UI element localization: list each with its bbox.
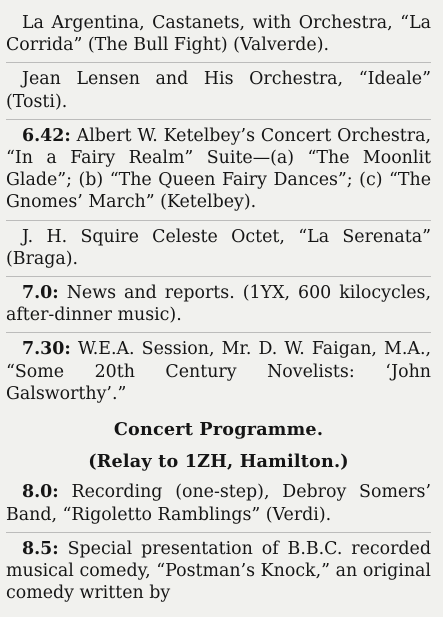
entry-text: Recording (one-step), Debroy Somers’ Band, “Rigoletto Ramblings” (Verdi). xyxy=(6,482,431,525)
entry-text: La Argentina, Castanets, with Orchestra, “La Corrida” (The Bull Fight) (Valverde). xyxy=(6,13,431,56)
programme-entry xyxy=(6,68,431,112)
entry-time: 6.42: xyxy=(22,125,71,146)
section-heading: Concert Programme. xyxy=(113,419,324,441)
entry-text: J. H. Squire Celeste Octet, “La Serenata” (Braga). xyxy=(6,226,431,269)
programme-entry xyxy=(6,12,431,56)
divider xyxy=(6,62,431,63)
entry-text: Jean Lensen and His Orchestra, “Ideale” (Tosti). xyxy=(6,69,431,112)
programme-entry xyxy=(6,538,431,605)
divider xyxy=(6,220,431,221)
entry-text: Albert W. Ketelbey’s Concert Orchestra, “In a Fairy Realm” Suite—(a) “The Moonlit Glade”; (b) “The Queen Fairy Dances”; (c) “The Gnomes’ March” (Ketelbey). xyxy=(6,125,431,213)
section-subheading: (Relay to 1ZH, Hamilton.) xyxy=(88,451,349,473)
entry-time: 7.0: xyxy=(22,283,59,304)
programme-entry xyxy=(6,481,431,525)
entry-text: News and reports. (1YX, 600 kilocycles, after-dinner music). xyxy=(6,283,431,326)
entry-time: 8.0: xyxy=(22,482,59,503)
programme-entry xyxy=(6,338,431,405)
programme-entry xyxy=(6,282,431,326)
divider xyxy=(6,119,431,120)
programme-entry xyxy=(6,226,431,270)
entry-text: W.E.A. Session, Mr. D. W. Faigan, M.A., “Some 20th Century Novelists: ‘John Galsworthy’.” xyxy=(6,339,431,404)
programme-entry xyxy=(6,125,431,214)
divider xyxy=(6,532,431,533)
entry-time: 7.30: xyxy=(22,339,71,360)
entry-time: 8.5: xyxy=(22,538,59,559)
divider xyxy=(6,332,431,333)
divider xyxy=(6,276,431,277)
entry-text: Special presentation of B.B.C. recorded musical comedy, “Postman’s Knock,” an original comedy written by xyxy=(6,538,431,604)
